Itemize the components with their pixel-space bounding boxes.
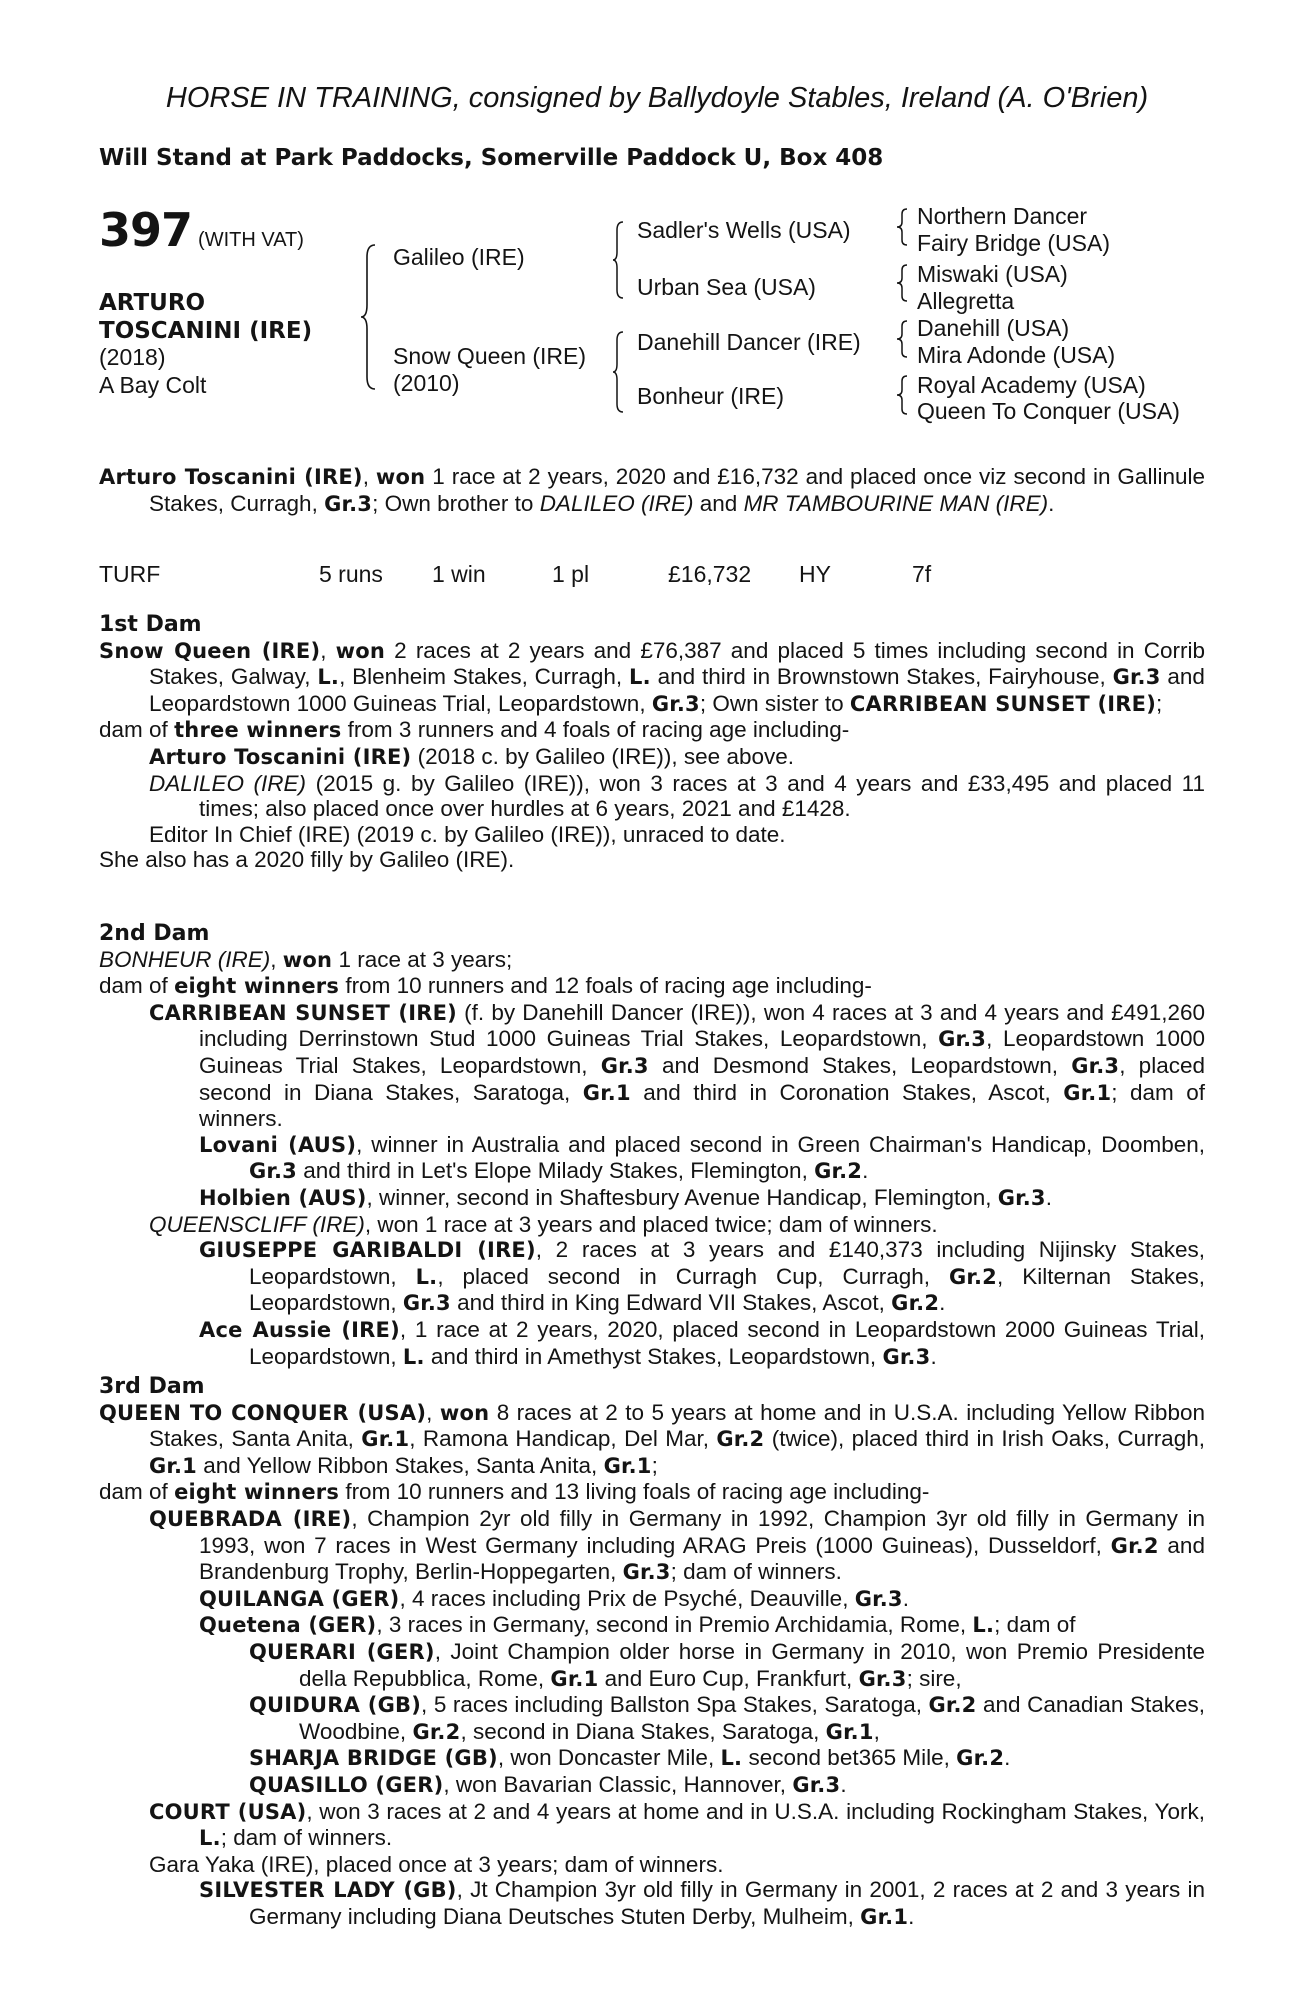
offspring-entry: [99, 1877, 1205, 1930]
offspring-text: (f. by Danehill Dancer (IRE)), won 4 races at 3 and 4 years and £491,260 including Derrinstown Stud 1000 Guineas Trial Stakes, Leopardstown,: [199, 999, 1205, 1052]
stand-location: Will Stand at Park Paddocks, Somerville Paddock U, Box 408: [99, 145, 884, 171]
grade-label: Gr.3: [1071, 1053, 1120, 1078]
summary-text: 1 race at 2 years, 2020 and £16,732 and placed once viz second in Gallinule Stakes, Curragh,: [149, 464, 1205, 516]
offspring-entry: [99, 1639, 1205, 1692]
offspring-text: , winner in Australia and placed second in Green Chairman's Handicap, Doomben,: [356, 1131, 1205, 1157]
second-dam-heading: 2nd Dam: [99, 921, 210, 946]
offspring-entry: [99, 1692, 1205, 1745]
offspring-name: SILVESTER LADY (GB): [199, 1878, 457, 1903]
offspring-entry: [99, 771, 1205, 822]
offspring-name: Holbien (AUS): [199, 1185, 367, 1210]
produce-text: from 10 runners and 13 living foals of racing age including-: [345, 1479, 930, 1505]
grade-label: Gr.2: [716, 1427, 765, 1452]
offspring-text: ,: [873, 1718, 880, 1744]
sister-name: CARRIBEAN SUNSET (IRE): [849, 691, 1156, 716]
listed-label: L.: [720, 1746, 743, 1771]
first-dam-note: She also has a 2020 filly by Galileo (IRE).: [99, 847, 515, 873]
grade-label: Gr.3: [622, 1560, 671, 1585]
offspring-text: , Joint Champion older horse in Germany in 2010, won Premio Presidente della Repubblica, Rome,: [299, 1638, 1206, 1691]
pedigree-dam-year: (2010): [393, 370, 460, 396]
pedigree-g6: Mira Adonde (USA): [917, 342, 1116, 368]
offspring-entry: Editor In Chief (IRE) (2019 c. by Galileo (IRE)), unraced to date.: [149, 821, 786, 847]
offspring-name: QUEBRADA (IRE): [149, 1506, 352, 1531]
horse-year: (2018): [99, 344, 166, 370]
offspring-name: QUILANGA (GER): [199, 1586, 400, 1611]
offspring-entry: [99, 1237, 1205, 1317]
produce-text: from 3 runners and 4 foals of racing age including-: [347, 717, 850, 743]
won-label: won: [335, 638, 386, 663]
grade-label: Gr.1: [149, 1453, 197, 1478]
offspring-text: .: [1004, 1745, 1011, 1771]
grade-label: Gr.1: [1063, 1080, 1112, 1105]
grade-label: Gr.3: [1112, 665, 1161, 690]
offspring-text: , Leopardstown 1000 Guineas Trial Stakes, Leopardstown,: [199, 1026, 1205, 1078]
won-label: won: [439, 1400, 490, 1425]
offspring-text: , placed second in Diana Stakes, Saratoga,: [199, 1052, 1205, 1105]
record-text: ;: [651, 1452, 658, 1478]
listed-label: L.: [402, 1344, 425, 1369]
offspring-name: DALILEO (IRE): [149, 770, 307, 796]
offspring-text: , Champion 2yr old filly in Germany in 1992, Champion 3yr old filly in Germany in 1993, won 7 races in West Germany including ARAG Preis (1000 Guineas), Dusseldorf,: [199, 1505, 1205, 1558]
first-dam-name: Snow Queen (IRE): [99, 638, 321, 663]
offspring-text: and third in King Edward VII Stakes, Ascot,: [457, 1290, 885, 1316]
record-text: ;: [1156, 690, 1163, 716]
offspring-text: .: [902, 1585, 909, 1611]
grade-label: Gr.1: [603, 1453, 652, 1478]
won-label: won: [282, 947, 333, 972]
summary-paragraph: Arturo Toscanini (IRE), won 1 race at 2 years, 2020 and £16,732 and placed once viz second in Gallinule Stakes, Curragh, Gr.3; Own brother to DALILEO (IRE) and MR TAMBOURINE MAN (IRE).: [99, 464, 1205, 516]
grade-label: Gr.1: [582, 1080, 631, 1105]
summary-text-2: ; Own brother to: [372, 490, 534, 516]
grade-label: Gr.2: [814, 1159, 863, 1184]
second-dam-record: BONHEUR (IRE), won 1 race at 3 years;: [99, 946, 513, 972]
offspring-name: CARRIBEAN SUNSET (IRE): [149, 1000, 457, 1025]
dam-of-label: dam of: [99, 973, 168, 999]
first-dam-record: Snow Queen (IRE), won 2 races at 2 years and £76,387 and placed 5 times including second in Corrib Stakes, Galway, L., Blenheim Stakes, Curragh, L. and third in Brownstown Stakes, Fairyhouse, Gr.3 and Leopardstown 1000 Guineas Trial, Leopardstown, Gr.3; Own sister to CARRIBEAN SUNSET (IRE);: [99, 637, 1205, 716]
record-text: and third in Brownstown Stakes, Fairyhouse,: [657, 664, 1106, 690]
offspring-name: QUERARI (GER): [249, 1639, 435, 1664]
turf-distance: 7f: [912, 561, 932, 587]
grade-label: Gr.3: [600, 1053, 649, 1078]
summary-won: won: [375, 465, 426, 489]
grade-label: Gr.3: [858, 1666, 907, 1691]
listed-label: L.: [199, 1826, 221, 1851]
summary-horse-name: Arturo Toscanini (IRE): [99, 465, 363, 489]
pedigree-sire-dam: Urban Sea (USA): [637, 274, 816, 300]
offspring-name: Lovani (AUS): [199, 1132, 357, 1157]
third-dam-section: [99, 1374, 1205, 1930]
pedigree-g7: Royal Academy (USA): [917, 372, 1146, 398]
listed-label: L.: [317, 665, 340, 690]
grade-label: Gr.2: [928, 1693, 977, 1718]
third-dam-name: QUEEN TO CONQUER (USA): [99, 1400, 427, 1425]
summary-end: .: [1048, 490, 1055, 516]
summary-grade: Gr.3: [324, 491, 373, 516]
offspring-text: ; dam of: [994, 1612, 1076, 1638]
vat-note: (WITH VAT): [198, 229, 304, 251]
offspring-text: , 3 races in Germany, second in Premio Archidamia, Rome,: [376, 1612, 967, 1638]
lot-number-block: [99, 203, 304, 257]
grade-label: Gr.3: [882, 1344, 931, 1369]
grade-label: Gr.1: [825, 1719, 874, 1744]
offspring-entry: [99, 1612, 1205, 1639]
offspring-entry: Gara Yaka (IRE), placed once at 3 years; dam of winners.: [149, 1851, 724, 1877]
first-dam-section: [99, 612, 1205, 873]
offspring-text: ; sire,: [906, 1665, 962, 1691]
pedigree-brace-sire: [612, 220, 626, 300]
offspring-text: , won 3 races at 2 and 4 years at home and in U.S.A. including Rockingham Stakes, York,: [306, 1798, 1205, 1824]
summary-sibling-1: DALILEO (IRE): [539, 490, 694, 516]
pedigree-brace-g1: [896, 207, 910, 247]
pedigree-dam-dam: Bonheur (IRE): [637, 383, 785, 409]
offspring-text: , 2 races at 3 years and £140,373 including Nijinsky Stakes, Leopardstown,: [249, 1237, 1205, 1289]
winners-count: three winners: [174, 718, 342, 743]
pedigree-g2: Fairy Bridge (USA): [917, 230, 1110, 256]
offspring-text: (2018 c. by Galileo (IRE)), see above.: [417, 743, 795, 769]
record-text: ; Own sister to: [699, 690, 844, 716]
pedigree-g3: Miswaki (USA): [917, 261, 1068, 287]
grade-label: Gr.2: [1110, 1533, 1159, 1558]
offspring-text: .: [939, 1290, 946, 1316]
pedigree-dam-sire: Danehill Dancer (IRE): [637, 329, 861, 355]
offspring-text: ; dam of winners.: [220, 1825, 393, 1851]
third-dam-heading: 3rd Dam: [99, 1374, 205, 1399]
record-text: , Ramona Handicap, Del Mar,: [409, 1426, 709, 1452]
offspring-text: , Kilternan Stakes, Leopardstown,: [249, 1263, 1205, 1316]
offspring-name: Arturo Toscanini (IRE): [149, 744, 412, 769]
dam-of-label: dam of: [99, 1479, 168, 1505]
second-dam-produce: [99, 973, 1205, 1000]
offspring-name: SHARJA BRIDGE (GB): [249, 1746, 498, 1771]
turf-wins: 1 win: [432, 561, 486, 587]
offspring-text: and Canadian Stakes, Woodbine,: [299, 1692, 1205, 1744]
pedigree-sire: Galileo (IRE): [393, 244, 525, 270]
grade-label: Gr.3: [651, 691, 700, 716]
second-dam-section: [99, 921, 1205, 1370]
offspring-text: and Brandenburg Trophy, Berlin-Hoppegarten,: [199, 1532, 1205, 1585]
turf-placed: 1 pl: [552, 561, 590, 587]
summary-sibling-2: MR TAMBOURINE MAN (IRE): [743, 490, 1049, 516]
offspring-text: .: [1045, 1184, 1053, 1210]
offspring-name: COURT (USA): [149, 1799, 307, 1824]
offspring-text: , won Bavarian Classic, Hannover,: [443, 1771, 787, 1797]
offspring-text: , Jt Champion 3yr old filly in Germany in 2001, 2 races at 2 and 3 years in Germany including Diana Deutsches Stuten Derby, Mulheim,: [249, 1877, 1205, 1929]
offspring-entry: [99, 1745, 1205, 1772]
first-dam-heading: 1st Dam: [99, 612, 202, 637]
pedigree-dam-name: Snow Queen (IRE): [393, 343, 587, 369]
offspring-text: , 4 races including Prix de Psyché, Deauville,: [399, 1585, 849, 1611]
offspring-text: (2015 g. by Galileo (IRE)), won 3 races at 3 and 4 years and £33,495 and placed 11 times; also placed once over hurdles at 6 years, 2021 and £1428.: [199, 770, 1205, 822]
record-text: and Leopardstown 1000 Guineas Trial, Leopardstown,: [149, 664, 1205, 716]
grade-label: Gr.3: [792, 1772, 841, 1797]
third-dam-produce: [99, 1479, 1205, 1506]
offspring-entry: [99, 1000, 1205, 1132]
turf-going: HY: [799, 561, 831, 587]
offspring-text: .: [840, 1771, 847, 1797]
grade-label: Gr.3: [402, 1291, 451, 1316]
offspring-name: Ace Aussie (IRE): [199, 1317, 400, 1342]
offspring-entry: [99, 1586, 1205, 1613]
record-text: , Blenheim Stakes, Curragh,: [339, 664, 623, 690]
grade-label: Gr.3: [854, 1586, 903, 1611]
offspring-text: , won Doncaster Mile,: [497, 1745, 715, 1771]
listed-label: L.: [629, 665, 651, 690]
listed-label: L.: [415, 1264, 438, 1289]
lot-number: 397: [99, 203, 193, 257]
pedigree-g8: Queen To Conquer (USA): [917, 398, 1180, 424]
offspring-name: QUIDURA (GB): [249, 1693, 422, 1718]
offspring-text: , 1 race at 2 years, 2020, placed second in Leopardstown 2000 Guineas Trial, Leopardstown,: [249, 1316, 1205, 1369]
page-header: HORSE IN TRAINING, consigned by Ballydoyle Stables, Ireland (A. O'Brien): [165, 82, 1149, 114]
offspring-entry: [99, 1185, 1205, 1212]
horse-name-line2: TOSCANINI (IRE): [99, 318, 313, 344]
pedigree-g5: Danehill (USA): [917, 315, 1070, 341]
pedigree-brace-main: [360, 243, 380, 391]
grade-label: Gr.1: [550, 1666, 599, 1691]
offspring-entry: [99, 1132, 1205, 1185]
offspring-entry: [99, 1212, 1205, 1238]
winners-count: eight winners: [174, 974, 340, 999]
offspring-text: ; dam of winners.: [670, 1559, 842, 1585]
offspring-text: and third in Let's Elope Milady Stakes, Flemington,: [303, 1158, 808, 1184]
offspring-text: ; dam of winners.: [199, 1079, 1205, 1132]
turf-earnings: £16,732: [668, 561, 752, 587]
turf-label: TURF: [99, 561, 161, 587]
offspring-entry: [99, 1506, 1205, 1586]
offspring-text: , second in Diana Stakes, Saratoga,: [460, 1718, 820, 1744]
horse-name: [99, 289, 312, 345]
pedigree-brace-g2: [896, 263, 910, 303]
grade-label: Gr.3: [938, 1027, 987, 1052]
first-dam-produce: [99, 717, 1205, 744]
offspring-entry: [99, 744, 1205, 771]
pedigree-brace-dam: [612, 330, 626, 414]
third-dam-record: QUEEN TO CONQUER (USA), won 8 races at 2 to 5 years at home and in U.S.A. including Yellow Ribbon Stakes, Santa Anita, Gr.1, Ramona Handicap, Del Mar, Gr.2 (twice), placed third in Irish Oaks, Curragh, Gr.1 and Yellow Ribbon Stakes, Santa Anita, Gr.1;: [99, 1399, 1205, 1478]
offspring-name: GIUSEPPE GARIBALDI (IRE): [199, 1238, 536, 1263]
record-text: and Yellow Ribbon Stakes, Santa Anita,: [203, 1452, 598, 1478]
offspring-entry: [99, 1772, 1205, 1799]
summary-and: and: [699, 490, 738, 516]
pedigree-brace-g3: [896, 319, 910, 359]
record-text: 8 races at 2 to 5 years at home and in U.S.A. including Yellow Ribbon Stakes, Santa Anita,: [149, 1399, 1205, 1452]
offspring-name: QUEENSCLIFF (IRE): [149, 1211, 365, 1237]
grade-label: Gr.2: [948, 1264, 997, 1289]
race-summary: [99, 464, 1205, 517]
produce-text: from 10 runners and 12 foals of racing age including-: [345, 973, 872, 999]
listed-label: L.: [972, 1613, 995, 1638]
second-dam-name: BONHEUR (IRE): [99, 946, 271, 972]
grade-label: Gr.2: [891, 1291, 940, 1316]
offspring-name: QUASILLO (GER): [249, 1772, 444, 1797]
grade-label: Gr.2: [412, 1719, 461, 1744]
winners-count: eight winners: [174, 1480, 340, 1505]
horse-details: [99, 343, 206, 399]
record-text: (twice), placed third in Irish Oaks, Curragh,: [771, 1426, 1205, 1452]
offspring-text: .: [862, 1158, 869, 1184]
offspring-text: and third in Coronation Stakes, Ascot,: [643, 1079, 1051, 1105]
offspring-text: and Desmond Stakes, Leopardstown,: [661, 1052, 1059, 1078]
grade-label: Gr.1: [361, 1427, 410, 1452]
record-text: 2 races at 2 years and £76,387 and placed 5 times including second in Corrib Stakes, Galway,: [149, 637, 1205, 690]
grade-label: Gr.2: [956, 1746, 1005, 1771]
grade-label: Gr.3: [249, 1159, 297, 1184]
offspring-text: , won 1 race at 3 years and placed twice; dam of winners.: [364, 1211, 938, 1237]
dam-of-label: dam of: [99, 717, 168, 743]
offspring-entry: [99, 1317, 1205, 1370]
horse-name-line1: ARTURO: [99, 290, 206, 316]
record-text: 1 race at 3 years;: [338, 946, 513, 972]
grade-label: Gr.1: [860, 1904, 909, 1929]
offspring-text: , 5 races including Ballston Spa Stakes, Saratoga,: [421, 1692, 922, 1718]
offspring-text: second bet365 Mile,: [748, 1745, 950, 1771]
pedigree-brace-g4: [896, 374, 910, 416]
pedigree-g1: Northern Dancer: [917, 203, 1088, 229]
pedigree-sire-sire: Sadler's Wells (USA): [637, 217, 851, 243]
turf-runs: 5 runs: [319, 561, 383, 587]
offspring-text: , placed second in Curragh Cup, Curragh,: [437, 1263, 931, 1289]
grade-label: Gr.3: [997, 1185, 1046, 1210]
offspring-name: Quetena (GER): [199, 1613, 377, 1638]
offspring-text: .: [908, 1903, 915, 1929]
offspring-text: and Euro Cup, Frankfurt,: [604, 1665, 853, 1691]
offspring-text: .: [930, 1343, 937, 1369]
pedigree-g4: Allegretta: [917, 288, 1015, 314]
horse-description: A Bay Colt: [99, 372, 207, 398]
offspring-text: , winner, second in Shaftesbury Avenue Handicap, Flemington,: [366, 1184, 992, 1210]
pedigree-dam: [393, 343, 586, 397]
offspring-text: and third in Amethyst Stakes, Leopardstown,: [430, 1343, 877, 1369]
offspring-entry: [99, 1799, 1205, 1852]
